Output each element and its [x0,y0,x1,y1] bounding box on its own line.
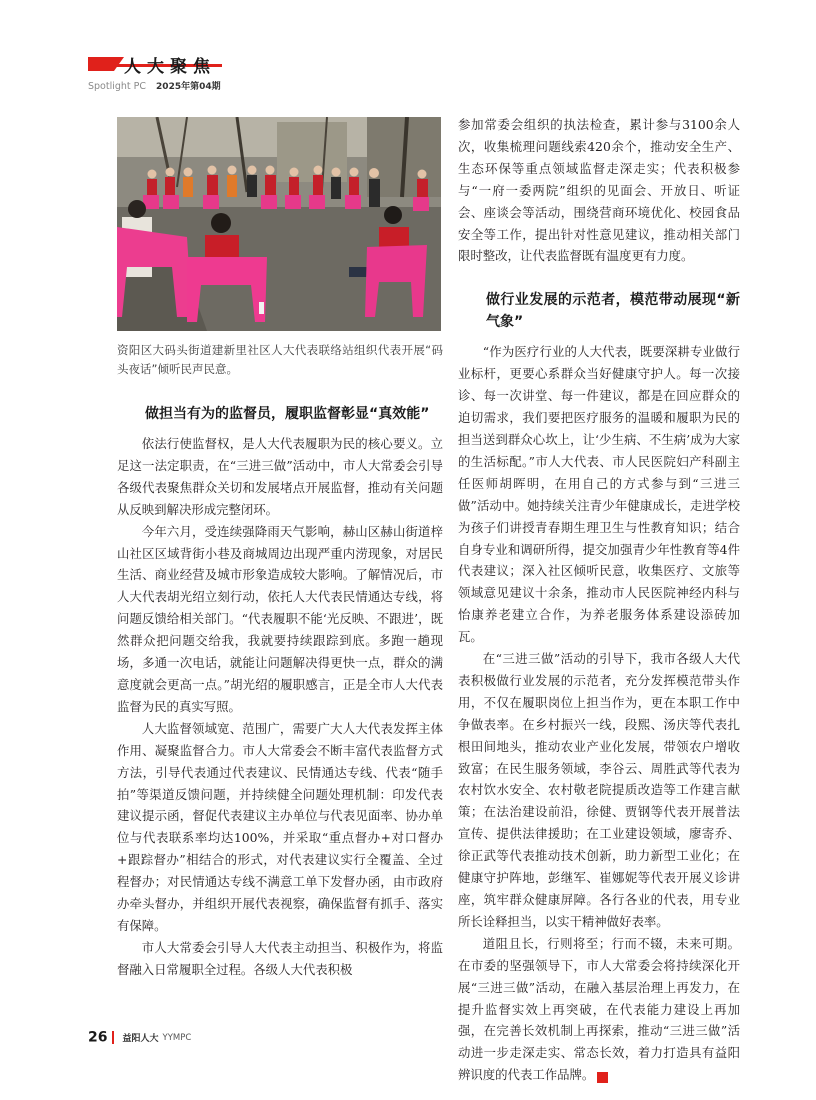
magazine-english-name: Spotlight PC [88,81,147,92]
paragraph: 今年六月，受连续强降雨天气影响，赫山区赫山街道梓山社区区域背街小巷及商城周边出现严重内涝现象，对居民生活、商业经营及城市形象造成较大影响。了解情况后，市人大代表胡光绍立刻行动，依托人大代表民情通达专线，将问题反馈给相关部门。“代表履职不能‘光反映、不跟进’，既然群众把问题交给我，我就要持续跟踪到底。多跑一趟现场，多通一次电话，就能让问题解决得更快一点，群众的满意度就会更高一点。”胡光绍的履职感言，正是全市人大代表监督为民的真实写照。 [117,523,443,714]
photo-illustration [117,117,441,331]
paragraph-continuation: 参加常委会组织的执法检查，累计参与3100余人次，收集梳理问题线索420余个，推动安全生产、生态环保等重点领域监督走深走实；代表积极参与“一府一委两院”组织的见面会、开放日、听证会、座谈会等活动，围绕营商环境优化、校园食品安全等工作，提出针对性意见建议，推动相关部门限时整改，让代表监督既有温度更有力度。 [458,117,740,264]
article-column-right [458,114,740,1086]
magazine-code: YYMPC [162,1032,192,1043]
section-title: 人大聚焦 [124,57,216,77]
page-number: 26 [88,1029,108,1046]
article-column-left [117,403,443,981]
magazine-name: 益阳人大 [122,1034,159,1044]
article-photo [117,117,441,331]
footer-separator [112,1031,114,1044]
section-heading-supervision: 做担当有为的监督员，履职监督彰显“真效能” [145,406,430,422]
paragraph: 人大监督领域宽、范围广，需要广大人大代表发挥主体作用、凝聚监督合力。市人大常委会不断丰富代表监督方式方法，引导代表通过代表建议、民情通达专线、代表“随手拍”等渠道反馈问题，并持续健全问题处理机制：印发代表建议提示函，督促代表建议主办单位与代表见面率、协办单位与代表联系率均达100%，并采取“重点督办+对口督办+跟踪督办”相结合的形式，对代表建议实行全覆盖、全过程督办；对民情通达专线不满意工单下发督办函，由市政府办牵头督办，并组织开展代表视察，确保监督有抓手、落实有保障。 [117,720,443,933]
section-heading-exemplar: 做行业发展的示范者，模范带动展现“新气象” [486,292,740,331]
paragraph: 市人大常委会引导人大代表主动担当、积极作为，将监督融入日常履职全过程。各级人大代表积极 [117,939,443,977]
closing-text: 道阻且长，行则将至；行而不辍，未来可期。在市委的坚强领导下，市人大常委会将持续深化开展“三进三做”活动，在融入基层治理上再发力，在提升监督实效上再突破，在代表能力建设上再加强，在完善长效机制上再探索，推动“三进三做”活动进一步走深走实、常态长效，着力打造具有益阳辨识度的代表工作品牌。 [458,935,740,1083]
paragraph: 依法行使监督权，是人大代表履职为民的核心要义。立足这一法定职责，在“三进三做”活动中，市人大常委会引导各级代表聚焦群众关切和发展堵点开展监督，推动有关问题从反映到解决形成完整闭环。 [117,436,443,517]
issue-number: 2025年第04期 [156,82,221,92]
paragraph-closing [458,933,740,1086]
paragraph: 在“三进三做”活动的引导下，我市各级人大代表积极做行业发展的示范者，充分发挥模范带头作用，不仅在履职岗位上担当作为，更在本职工作中争做表率。在乡村振兴一线，段熙、汤庆等代表扎根田间地头，推动农业产业化发展，带领农户增收致富；在民生服务领域，李谷云、周胜武等代表为农村饮水安全、农村敬老院提质改造等工作建言献策；在法治建设前沿，徐健、贾钢等代表开展普法宣传、提供法律援助；在工业建设领域，廖寄乔、徐正武等代表推动技术创新，助力新型工业化；在健康守护阵地，彭继军、崔娜妮等代表开展义诊讲座，筑牢群众健康屏障。各行各业的代表，用专业所长诠释担当，以实干精神做好表率。 [458,651,740,929]
article-end-mark-icon: 人 [597,1072,608,1083]
photo-caption: 资阳区大码头街道建新里社区人大代表联络站组织代表开展“码头夜话”倾听民声民意。 [117,343,443,376]
page-footer [88,1027,192,1046]
header-subline [88,79,221,92]
paragraph: “作为医疗行业的人大代表，既要深耕专业做行业标杆，更要心系群众当好健康守护人。每一次接诊、每一次讲堂、每一件建议，都是在回应群众的迫切需求，我们要把医疗服务的温暖和履职为民的担当送到群众心坎上，让‘少生病、不生病’成为大家的生活标配。”市人大代表、市人民医院妇产科副主任医师胡晖明，在用自己的方式参与到“三进三做”活动中。她持续关注青少年健康成长，走进学校为孩子们讲授青春期生理卫生与性教育知识；结合自身专业和调研所得，提交加强青少年性教育等4件代表建议；深入社区倾听民意，收集医疗、文旅等领域意见建议十余条，推动市人民医院神经内科与怡康养老建立合作，为养老服务体系建设添砖加瓦。 [458,344,740,645]
